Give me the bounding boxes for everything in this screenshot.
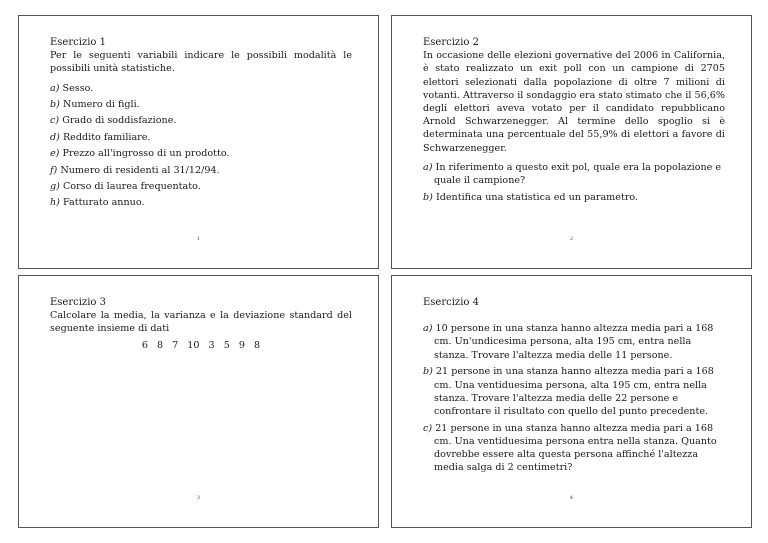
exercise-text: Calcolare la media, la varianza e la deviazione standard del seguente insieme di dati [50, 310, 352, 335]
list-item [50, 164, 352, 177]
list-item [50, 196, 352, 209]
item-label: a) [50, 82, 60, 94]
list-item [50, 82, 352, 95]
list-item [423, 365, 725, 418]
item-text: 10 persone in una stanza hanno altezza media pari a 168 cm. Un'undicesima persona, alta 195 cm, entra nella stanza. Trovare l'altezza media delle 11 persone. [434, 323, 714, 361]
item-text: Sesso. [62, 82, 94, 94]
list-item [423, 322, 725, 362]
item-label: a) [423, 323, 433, 335]
list-item [423, 191, 725, 204]
slide-content [50, 296, 352, 352]
item-text: In riferimento a questo exit pol, quale era la popolazione e quale il campione? [434, 161, 722, 187]
slide-esercizio-4 [391, 275, 752, 528]
exercise-title: Esercizio 4 [423, 297, 479, 308]
item-label: b) [423, 366, 433, 378]
item-text: Reddito familiare. [62, 131, 151, 143]
list-item [50, 131, 352, 144]
item-label: b) [423, 191, 433, 203]
page-number: 4 [569, 495, 574, 501]
list-item [50, 147, 352, 160]
slide-content [423, 36, 725, 207]
exercise-title: Esercizio 2 [423, 37, 479, 48]
item-label: g) [50, 180, 60, 192]
exercise-text: Per le seguenti variabili indicare le possibili modalità le possibili unità statistiche. [50, 50, 352, 75]
dataset-values: 6 8 7 10 3 5 9 8 [141, 339, 261, 351]
list-item [423, 422, 725, 475]
item-text: Numero di figli. [62, 99, 140, 110]
item-text: Prezzo all'ingrosso di un prodotto. [62, 148, 230, 160]
item-text: Identifica una statistica ed un parametro. [435, 191, 639, 203]
item-text: 21 persone in una stanza hanno altezza media pari a 168 cm. Una ventiduesima persona, alta 195 cm, entra nella stanza. Trovare l'altezza media delle 22 persone e confrontare il risultato con quello del punto precedente. [434, 366, 714, 417]
item-label: c) [50, 115, 60, 127]
page-number: 3 [196, 495, 201, 501]
page-number: 2 [569, 236, 574, 242]
exercise-list [423, 161, 725, 204]
list-item [423, 161, 725, 187]
item-label: d) [50, 131, 60, 143]
slide-content [50, 36, 352, 213]
item-text: 21 persone in una stanza hanno altezza media pari a 168 cm. Una ventiduesima persona entra nella stanza. Quanto dovrebbe essere alta questa persona affinché l'altezza media salga di 2 centimetri? [434, 422, 717, 474]
exercise-title: Esercizio 3 [50, 297, 106, 308]
slide-esercizio-2 [391, 15, 752, 269]
page-number: 1 [196, 236, 201, 242]
exercise-text: In occasione delle elezioni governative del 2006 in California, è stato realizzato un exit poll con un campione di 2705 elettori selezionati dalla popolazione di oltre 7 milioni di votanti. Attraverso il sondaggio era stato stimato che il 56,6% degli elettori aveva votato per il candidato repubblicano Arnold Schwarzenegger. Al termine dello spoglio si è determinata una percentuale del 55,9% di elettori a favore di Schwarzenegger. [423, 50, 725, 154]
item-label: f) [50, 164, 58, 176]
exercise-list [423, 322, 725, 474]
item-label: c) [423, 422, 433, 434]
exercise-title: Esercizio 1 [50, 37, 106, 48]
slide-esercizio-3 [18, 275, 379, 528]
item-text: Grado di soddisfazione. [62, 115, 177, 127]
exercise-list [50, 82, 352, 210]
item-label: b) [50, 99, 60, 110]
slide-content [423, 296, 725, 478]
list-item [50, 114, 352, 127]
slide-esercizio-1 [18, 15, 379, 269]
list-item [50, 98, 352, 111]
item-text: Corso di laurea frequentato. [62, 180, 201, 192]
item-label: h) [50, 197, 60, 209]
item-text: Fatturato annuo. [62, 197, 145, 209]
item-label: a) [423, 161, 433, 173]
list-item [50, 180, 352, 193]
item-text: Numero di residenti al 31/12/94. [60, 164, 220, 176]
item-label: e) [50, 148, 60, 160]
